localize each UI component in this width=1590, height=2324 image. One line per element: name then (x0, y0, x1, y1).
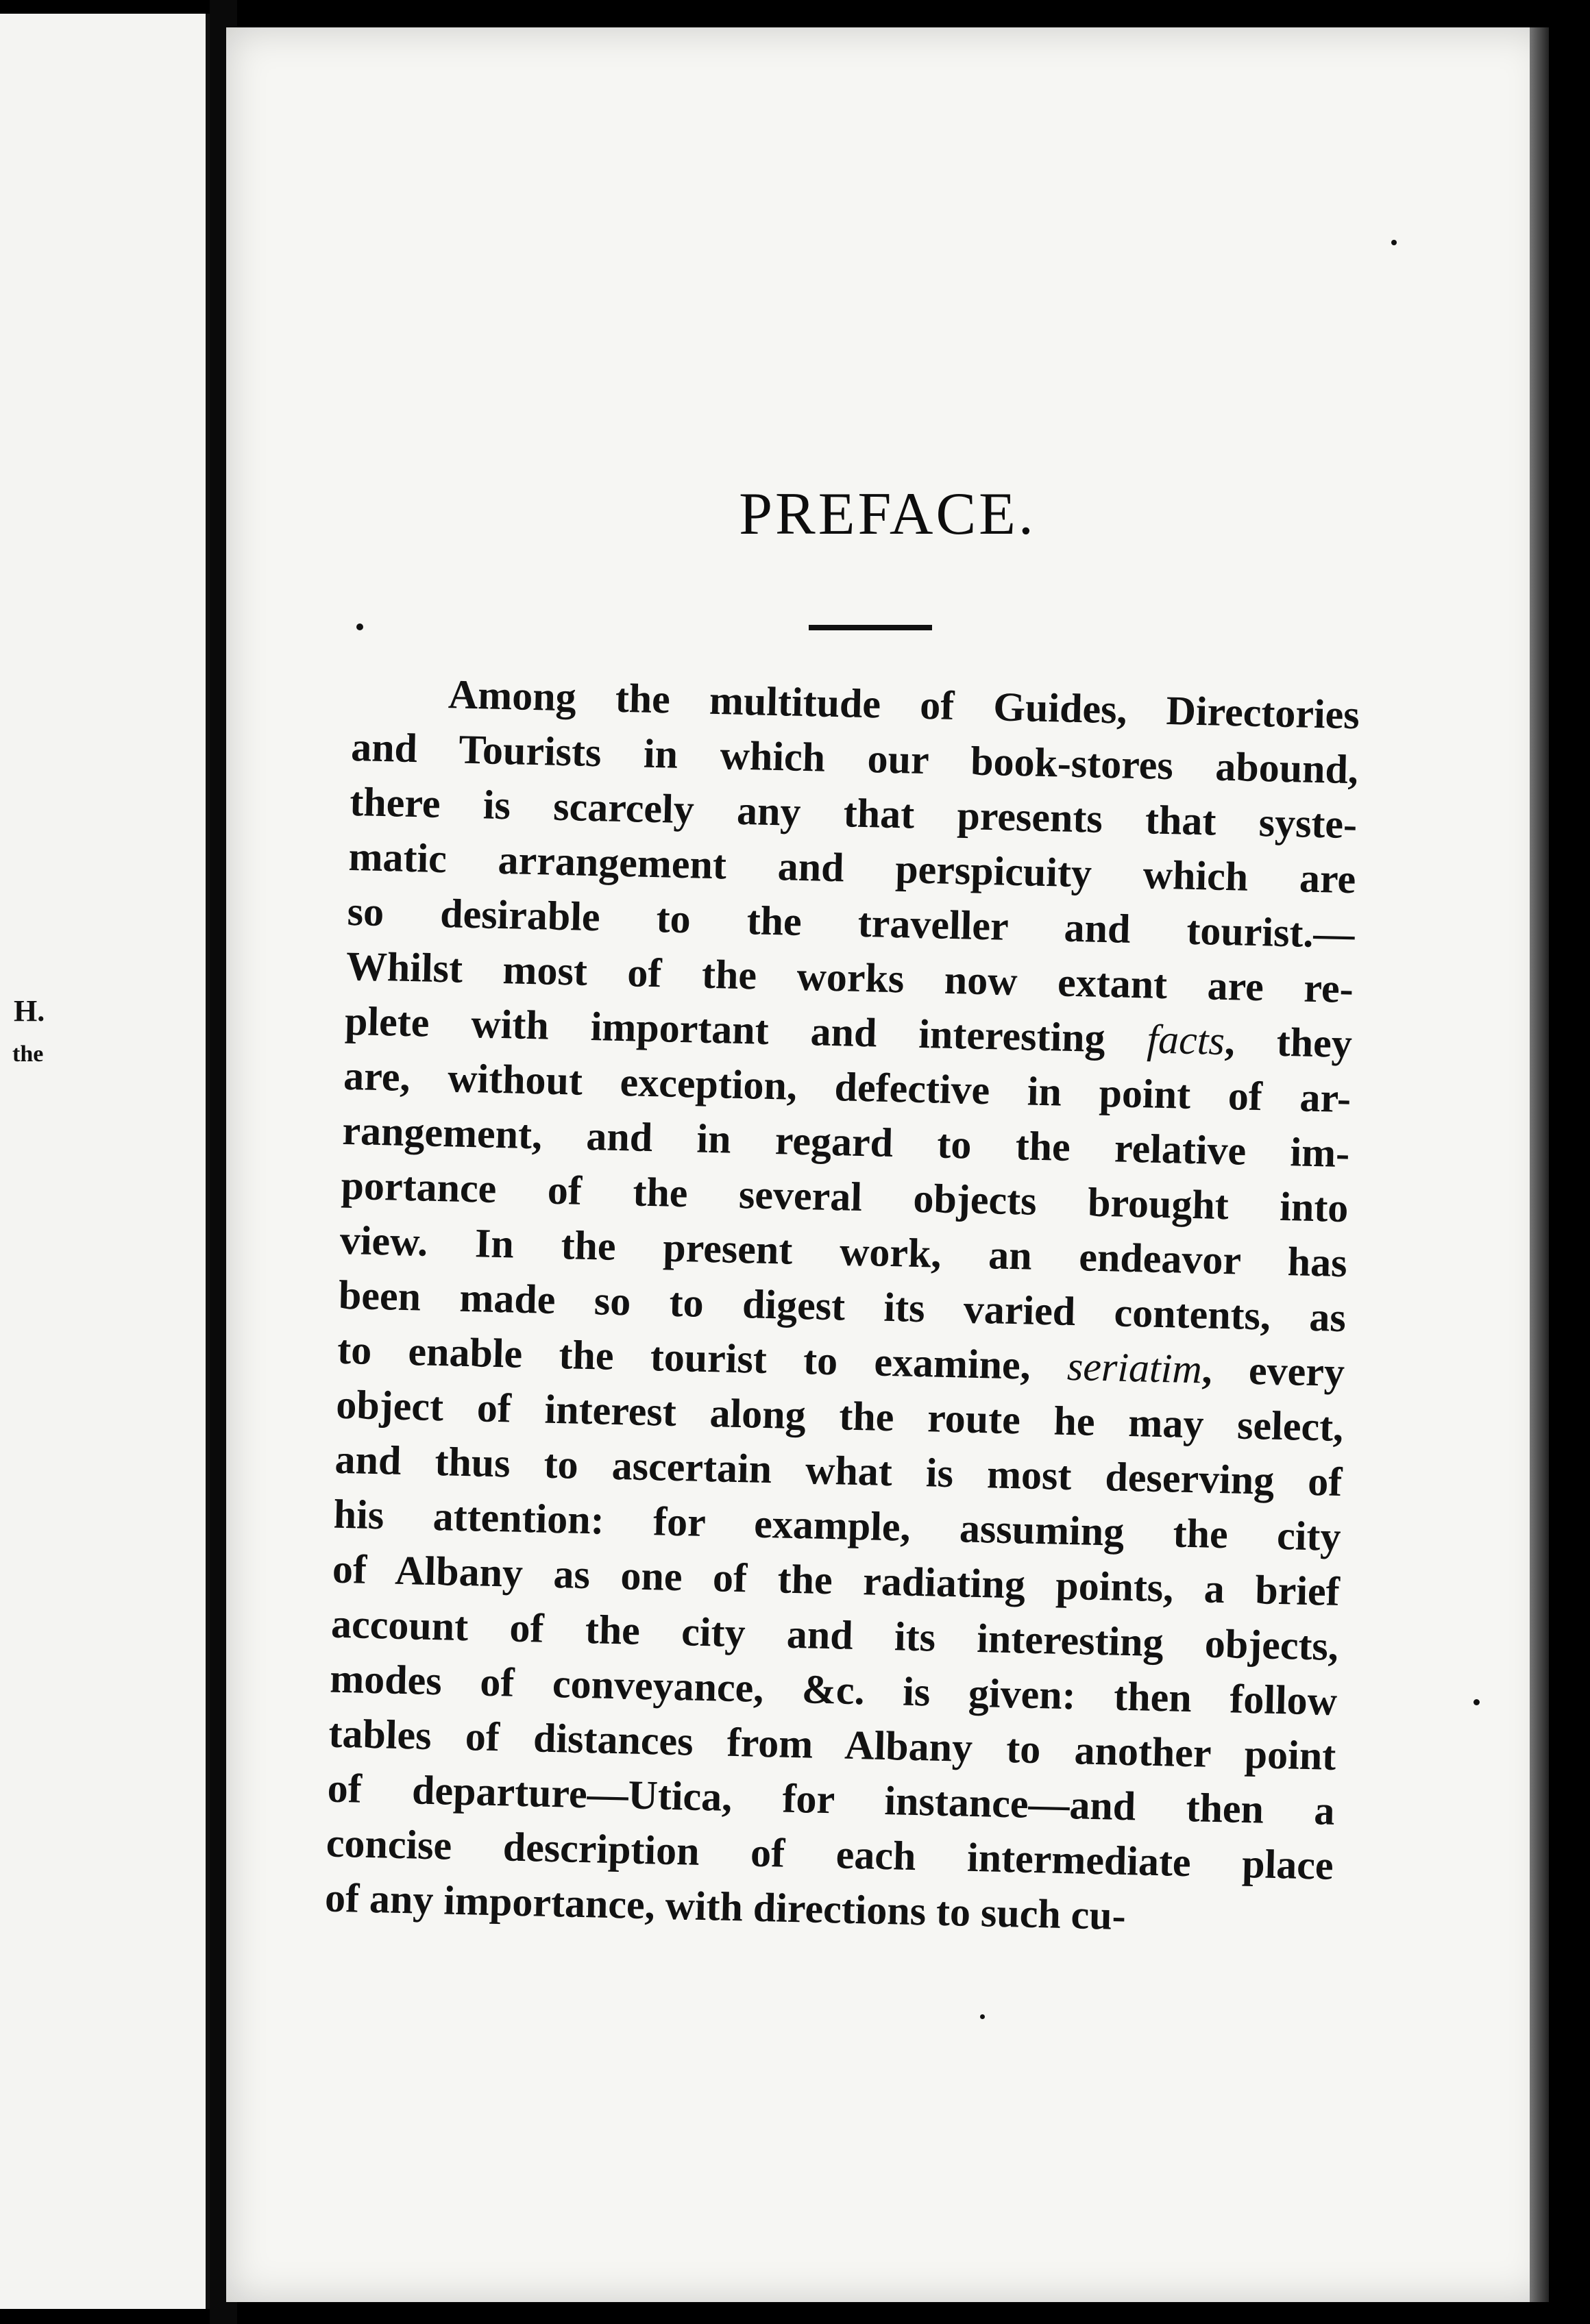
ink-speck (1391, 240, 1397, 245)
text-line: plete with important and interesting facts, they (344, 998, 1353, 1067)
previous-page-edge (0, 14, 210, 2309)
text-line: his attention: for example, assuming the city (333, 1491, 1342, 1560)
text-line: been made so to digest its varied contents, as (338, 1272, 1347, 1341)
left-page-fragment: the (12, 1041, 44, 1067)
text-line: concise description of each intermediate place (326, 1820, 1334, 1888)
page-edge-shadow (1530, 27, 1549, 2302)
text-line: there is scarcely any that presents that syste- (349, 778, 1358, 848)
text-line: of any importance, with directions to such cu- (324, 1875, 1127, 1939)
text-line: of Albany as one of the radiating points, a brief (332, 1546, 1341, 1615)
preface-body (324, 665, 1360, 1948)
text-line: so desirable to the traveller and tourist.— (347, 888, 1356, 957)
preface-page (226, 27, 1549, 2302)
text-line: Whilst most of the works now extant are re- (345, 943, 1354, 1012)
page-title: PREFACE. (739, 481, 1036, 547)
text-line: matic arrangement and perspicuity which are (347, 833, 1357, 902)
text-line: of departure—Utica, for instance—and then a (327, 1765, 1336, 1833)
title-rule (809, 625, 932, 630)
text-line: and thus to ascertain what is most deserving of (334, 1436, 1343, 1505)
text-line: portance of the several objects brought into (341, 1162, 1349, 1231)
text-line: are, without exception, defective in point of ar- (343, 1052, 1352, 1122)
text-line: modes of conveyance, &c. is given: then follow (329, 1655, 1338, 1724)
ink-speck (356, 623, 363, 630)
ink-speck (980, 2014, 985, 2019)
text-line: to enable the tourist to examine, seriatim, every (337, 1326, 1345, 1396)
left-page-fragment: H. (14, 994, 45, 1028)
text-line: and Tourists in which our book-stores abound, (350, 724, 1359, 793)
text-line: Among the multitude of Guides, Directories (448, 671, 1360, 738)
text-line: object of interest along the route he may select, (335, 1381, 1344, 1450)
text-line: account of the city and its interesting objects, (330, 1600, 1339, 1669)
text-line: rangement, and in regard to the relative im- (341, 1107, 1350, 1176)
text-line: view. In the present work, an endeavor has (339, 1217, 1348, 1286)
ink-speck (1473, 1699, 1480, 1705)
text-line: tables of distances from Albany to another point (328, 1710, 1336, 1779)
